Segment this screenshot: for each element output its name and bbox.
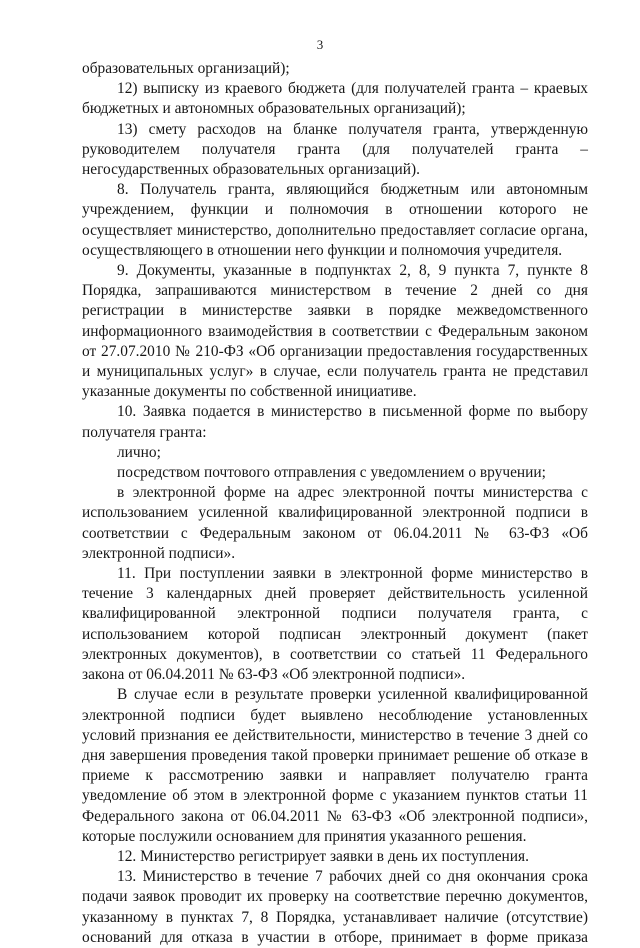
paragraph: образовательных организаций); [82, 60, 290, 77]
paragraph: 13) смету расходов на бланке получателя гранта, утвержденную руководителем получателя гранта (для получателей гранта – негосударственных образовательных организаций). [82, 120, 588, 179]
paragraph: лично; [117, 443, 161, 461]
paragraph: 11. При поступлении заявки в электронной форме министерство в течение 3 календарных дней проверяет действительность усиленной квалифицированной электронной подписи получателя гранта, с использованием которой подписан электронный документ (пакет электронных документов), в соответствии со статьей 11 Федерального закона от 06.04.2011 № 63-ФЗ «Об электронной подписи». [82, 565, 588, 684]
paragraph: 13. Министерство в течение 7 рабочих дней со дня окончания срока подачи заявок проводит их проверку на соответствие перечню документов, указанному в пунктах 7, 8 Порядка, устанавливает наличие (отсутствие) оснований для отказа в участии в отборе, принимает в форме приказа [82, 868, 588, 946]
paragraph: 12. Министерство регистрирует заявки в день их поступления. [117, 847, 529, 865]
document-body [82, 59, 588, 948]
paragraph: 8. Получатель гранта, являющийся бюджетным или автономным учреждением, функции и полномочия в отношении которого не осуществляет министерство, дополнительно предоставляет согласие органа, осуществляющего в отношении него функции и полномочия учредителя. [82, 181, 588, 259]
paragraph: посредством почтового отправления с уведомлением о вручении; [117, 464, 546, 482]
paragraph: 10. Заявка подается в министерство в письменной форме по выбору получателя гранта: [82, 403, 588, 441]
page-number: 3 [316, 37, 324, 52]
paragraph: В случае если в результате проверки усиленной квалифицированной электронной подписи будет выявлено несоблюдение установленных условий признания ее действительности, министерство в течение 3 дней со дня завершения проведения такой проверки принимает решение об отказе в приеме к рассмотрению заявки и направляет получателю гранта уведомление об этом в электронной форме с указанием пунктов статьи 11 Федерального закона от 06.04.2011 № 63-ФЗ «Об электронной подписи», которые послужили основанием для принятия указанного решения. [82, 686, 588, 845]
paragraph: 9. Документы, указанные в подпунктах 2, 8, 9 пункта 7, пункте 8 Порядка, запрашиваются министерством в течение 2 дней со дня регистрации в министерстве заявки в порядке межведомственного информационного взаимодействия в соответствии с Федеральным законом от 27.07.2010 № 210-ФЗ «Об организации предоставления государственных и муниципальных услуг» в случае, если получатель гранта не представил указанные документы по собственной инициативе. [82, 262, 588, 401]
paragraph: в электронной форме на адрес электронной почты министерства с использованием усиленной квалифицированной электронной подписи в соответствии с Федеральным законом от 06.04.2011 № 63-ФЗ «Об электронной подписи». [82, 484, 588, 562]
paragraph: 12) выписку из краевого бюджета (для получателей гранта – краевых бюджетных и автономных образовательных организаций); [82, 80, 588, 118]
